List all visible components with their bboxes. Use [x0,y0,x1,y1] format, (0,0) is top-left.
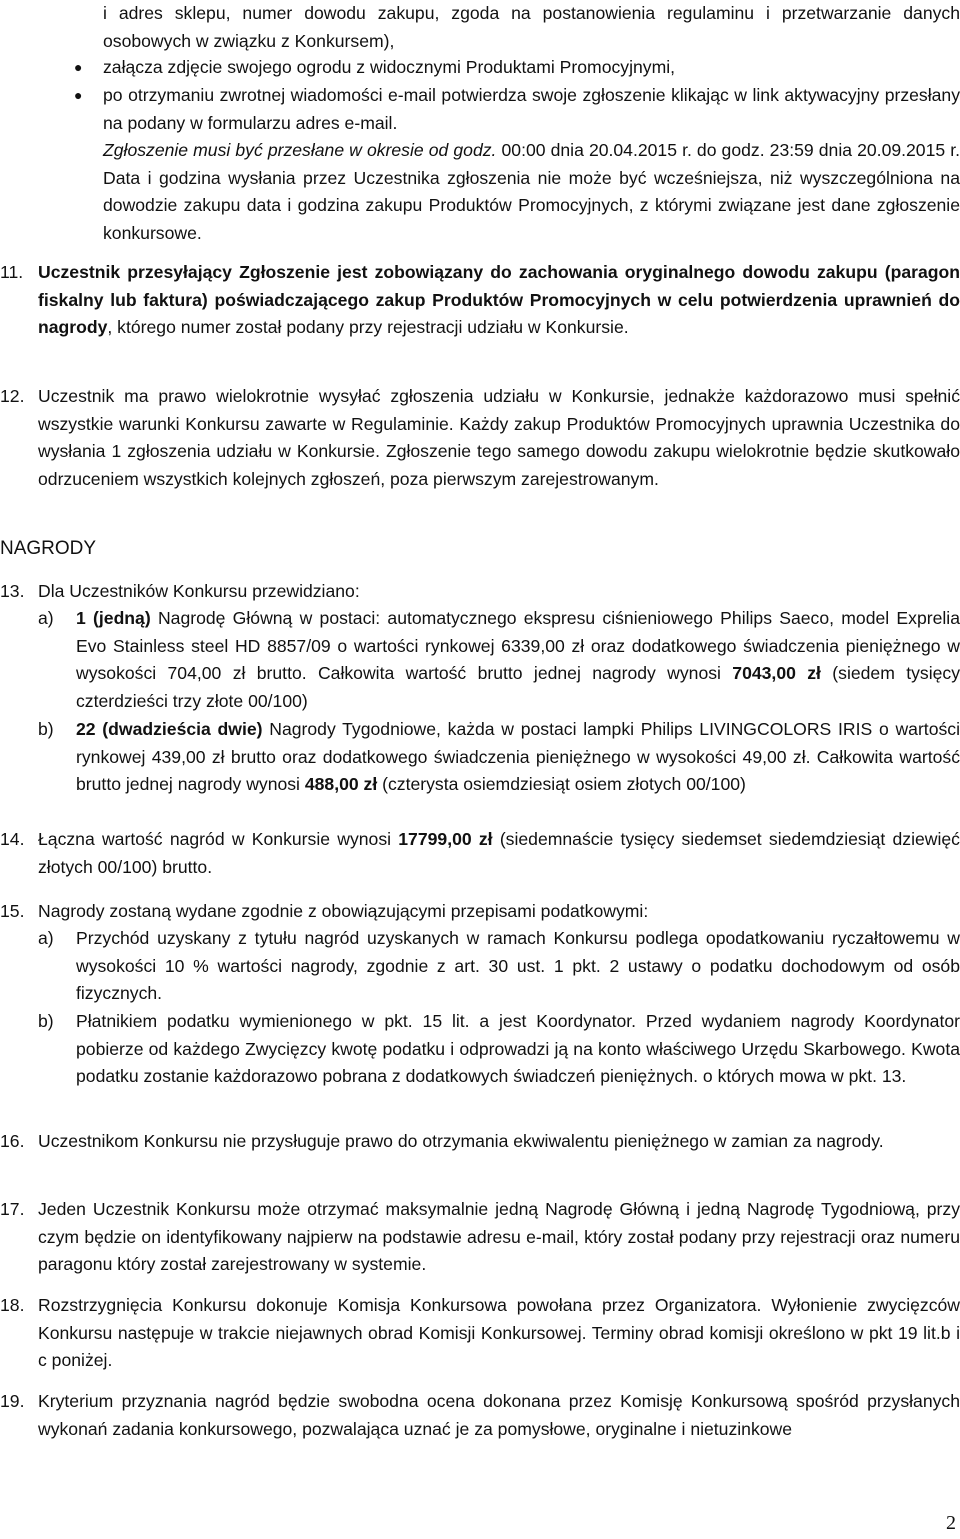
paragraph-number: 16. [0,1131,25,1151]
bold-text: 1 (jedną) [76,608,151,628]
paragraph-19 [0,1388,960,1443]
bullet-item: po otrzymaniu zwrotnej wiadomości e-mail potwierdza swoje zgłoszenie klikając w link aktywacyjny przesłany na podany w formularzu adres e-mail. [103,85,960,133]
paragraph-number: 15. [0,901,25,921]
paragraph-number: 19. [0,1391,25,1411]
page-number: 2 [946,1512,956,1534]
paragraph-14 [0,826,960,881]
deadline-paragraph [103,137,960,247]
subitem-text: Płatnikiem podatku wymienionego w pkt. 15 lit. a jest Koordynator. Przed wydaniem nagrody Koordynator pobierze od każdego Zwycięzcy kwotę podatku i odprowadzi ją na konto właściwego Urzędu Skarbowego. Kwota podatku zostanie każdorazowo pobrana z dodatkowych świadczeń pieniężnych. o których mowa w pkt. 13. [76,1011,960,1086]
paragraph-text: Łączna wartość nagród w Konkursie wynosi [38,829,399,849]
paragraph-number: 13. [0,581,25,601]
paragraph-text: , którego numer został podany przy rejestracji udziału w Konkursie. [107,317,629,337]
bullet-marker: ● [74,59,83,75]
paragraph-16 [0,1128,960,1156]
paragraph-13 [0,578,960,606]
subitem-text: Nagrody Tygodniowe, każda w postaci lampki Philips LIVINGCOLORS IRIS o wartości rynkowej 439,00 zł brutto oraz dodatkowego świadczenia pieniężnego w wysokości 49,00 zł. Całkowita wartość brutto jednej nagrody wynosi [76,719,960,794]
subitem-label: b) [38,719,54,739]
paragraph-18 [0,1292,960,1375]
subitem-13a [38,605,960,715]
paragraph-text: Jeden Uczestnik Konkursu może otrzymać maksymalnie jedną Nagrodę Główną i jedną Nagrodę Tygodniową, przy czym będzie on identyfikowany najpierw na podstawie adresu e-mail, który został podany przy rejestracji oraz numeru paragonu który został zarejestrowany w systemie. [38,1199,960,1274]
paragraph-text: (siedemnaście tysięcy siedemset siedemdziesiąt dziewięć złotych 00/100) brutto. [38,829,960,877]
continuation-intro: i adres sklepu, numer dowodu zakupu, zgoda na postanowienia regulaminu i przetwarzanie danych osobowych w związku z Konkursem), [103,3,960,51]
paragraph-12 [0,383,960,493]
subitem-13b [38,716,960,799]
bold-text: 22 (dwadzieścia dwie) [76,719,263,739]
deadline-text: 00:00 dnia 20.04.2015 r. do godz. 23:59 dnia 20.09.2015 r. Data i godzina wysłania przez Uczestnika zgłoszenia nie może być wcześniejsza, niż wyszczególniona na dowodzie zakupu data i godzina zakupu Produktów Promocyjnych, z którymi związane jest dane zgłoszenie konkursowe. [103,140,960,243]
paragraph-number: 18. [0,1295,25,1315]
bold-amount: 17799,00 zł [398,829,493,849]
subitem-15a [38,925,960,1008]
bold-amount: 488,00 zł [304,774,378,794]
subitem-text: (siedem tysięcy czterdzieści trzy złote 00/100) [76,663,960,711]
deadline-italic: Zgłoszenie musi być przesłane w okresie od godz. [103,140,497,160]
paragraph-number: 17. [0,1199,25,1219]
subitem-label: b) [38,1011,54,1031]
subitem-label: a) [38,608,54,628]
bold-amount: 7043,00 zł [732,663,821,683]
subitem-label: a) [38,928,54,948]
subitem-text: Nagrodę Główną w postaci: automatycznego ekspresu ciśnieniowego Philips Saeco, model Exprelia Evo Stainless steel HD 8857/09 o wartości rynkowej 6339,00 zł oraz dodatkowego świadczenia pieniężnego w wysokości 704,00 zł brutto. Całkowita wartość brutto jednej nagrody wynosi [76,608,960,683]
paragraph-text: Kryterium przyznania nagród będzie swobodna ocena dokonana przez Komisję Konkursową spośród przysłanych wykonań zadania konkursowego, pozwalająca uznać je za pomysłowe, oryginalne i nietuzinkowe [38,1391,960,1439]
subitem-text: Przychód uzyskany z tytułu nagród uzyskanych w ramach Konkursu podlega opodatkowaniu ryczałtowemu w wysokości 10 % wartości nagrody, zgodnie z art. 30 ust. 1 pkt. 2 ustawy o podatku dochodowym od osób fizycznych. [76,928,960,1003]
section-heading: NAGRODY [0,538,97,559]
paragraph-17 [0,1196,960,1279]
paragraph-text: Uczestnikom Konkursu nie przysługuje prawo do otrzymania ekwiwalentu pieniężnego w zamian za nagrody. [38,1131,884,1151]
paragraph-text: Uczestnik ma prawo wielokrotnie wysyłać zgłoszenia udziału w Konkursie, jednakże każdorazowo musi spełnić wszystkie warunki Konkursu zawarte w Regulaminie. Każdy zakup Produktów Promocyjnych uprawnia Uczestnika do wysłania 1 zgłoszenia udziału w Konkursie. Zgłoszenie tego samego dowodu zakupu wielokrotnie będzie skutkowało odrzuceniem wszystkich kolejnych zgłoszeń, poza pierwszym zarejestrowanym. [38,386,960,489]
paragraph-15 [0,898,960,926]
paragraph-number: 11. [0,262,24,282]
paragraph-11 [0,259,960,342]
paragraph-number: 12. [0,386,25,406]
paragraph-number: 14. [0,829,25,849]
subitem-15b [38,1008,960,1091]
bold-text: Uczestnik przesyłający Zgłoszenie jest zobowiązany do zachowania oryginalnego dowodu zakupu (paragon fiskalny lub faktura) poświadczającego zakup Produktów Promocyjnych w celu potwierdzenia uprawnień do nagrody [38,262,960,337]
bullet-marker: ● [74,87,83,103]
paragraph-text: Rozstrzygnięcia Konkursu dokonuje Komisja Konkursowa powołana przez Organizatora. Wyłonienie zwycięzców Konkursu następuje w trakcie niejawnych obrad Komisji Konkursowej. Terminy obrad komisji określono w pkt 19 lit.b i c poniżej. [38,1295,960,1370]
subitem-text: (czterysta osiemdziesiąt osiem złotych 00/100) [377,774,746,794]
paragraph-text: Nagrody zostaną wydane zgodnie z obowiązującymi przepisami podatkowymi: [38,901,649,921]
paragraph-text: Dla Uczestników Konkursu przewidziano: [38,581,360,601]
bullet-item: załącza zdjęcie swojego ogrodu z widocznymi Produktami Promocyjnymi, [103,57,676,77]
